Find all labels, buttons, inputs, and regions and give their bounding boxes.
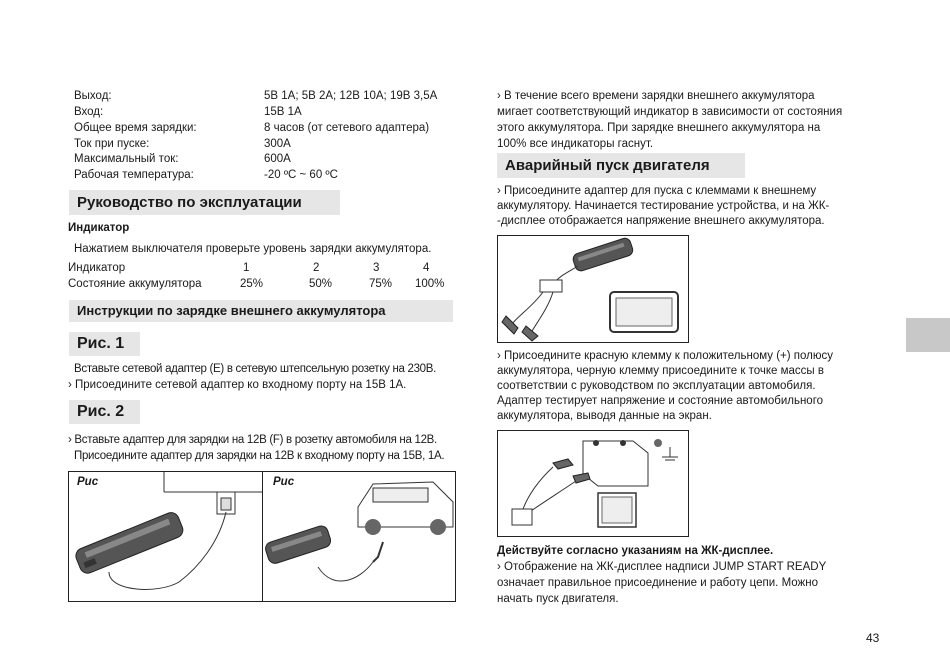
image-caption: Рис <box>273 476 295 488</box>
para3-line: аккумулятора, черную клемму присоедините к точке массы в <box>497 365 824 377</box>
para3-line: аккумулятора, выводя данные на экран. <box>497 410 712 422</box>
spec-value: 5В 1А; 5В 2А; 12В 10А; 19В 3,5А <box>264 90 438 102</box>
table-row-label: Состояние аккумулятора <box>68 278 202 290</box>
para1-line: мигает соответствующий индикатор в зависимости от состояния <box>497 106 843 118</box>
para2-line: аккумулятору. Начинается тестирование устройства, и на ЖК- <box>497 200 830 212</box>
table-cell: 3 <box>373 262 380 274</box>
table-row-label: Индикатор <box>68 262 126 274</box>
table-cell: 4 <box>423 262 430 274</box>
para1-line: 100% все индикаторы гаснут. <box>497 138 654 150</box>
lcd-instructions-heading: Действуйте согласно указаниям на ЖК-дисплее. <box>497 545 774 557</box>
charging-heading: Инструкции по зарядке внешнего аккумулятора <box>69 300 453 322</box>
para4-line: начать пуск двигателя. <box>497 593 619 605</box>
spec-value: 8 часов (от сетевого адаптера) <box>264 122 430 134</box>
car-charging-illustration <box>262 471 456 602</box>
para1-line: этого аккумулятора. При зарядке внешнего аккумулятора на <box>497 122 821 134</box>
para4-line: означает правильное присоединение и работу цепи. Можно <box>497 577 818 589</box>
spec-label: Общее время зарядки: <box>74 122 197 134</box>
jump-starter-clamps-image <box>498 236 688 342</box>
page-number: 43 <box>866 631 880 645</box>
table-cell: 50% <box>309 278 333 290</box>
table-cell: 2 <box>313 262 320 274</box>
table-cell: 75% <box>369 278 393 290</box>
indicator-text: Нажатием выключателя проверьте уровень зарядки аккумулятора. <box>74 243 432 255</box>
spec-label: Выход: <box>74 90 112 102</box>
spec-label: Максимальный ток: <box>74 153 179 165</box>
table-cell: 1 <box>243 262 250 274</box>
emergency-heading: Аварийный пуск двигателя <box>497 153 745 178</box>
spec-value: 300А <box>264 138 291 150</box>
car-battery-clamps-image <box>498 431 688 536</box>
para2-line: › Присоедините адаптер для пуска с клеммами к внешнему <box>497 185 817 197</box>
charging-wall-illustration <box>68 471 264 602</box>
para2-line: -дисплее отображается напряжение внешнего аккумулятора. <box>497 215 825 227</box>
spec-label: Вход: <box>74 106 104 118</box>
battery-connection-illustration <box>497 430 689 537</box>
car-socket-charging-image <box>263 472 455 601</box>
para3-line: Адаптер тестирует напряжение и состояние автомобильного <box>497 395 824 407</box>
fig1-line2: › Присоедините сетевой адаптер ко входному порту на 15В 1А. <box>68 379 407 391</box>
spec-label: Рабочая температура: <box>74 169 194 181</box>
spec-value: 600А <box>264 153 291 165</box>
image-caption: Рис <box>77 476 99 488</box>
fig1-label: Рис. 1 <box>69 332 140 356</box>
para4-line: › Отображение на ЖК-дисплее надписи JUMP START READY <box>497 561 827 573</box>
adapter-display-illustration <box>497 235 689 343</box>
table-cell: 100% <box>415 278 445 290</box>
para3-line: › Присоедините красную клемму к положительному (+) полюсу <box>497 350 833 362</box>
table-cell: 25% <box>240 278 264 290</box>
manual-heading: Руководство по эксплуатации <box>69 190 340 215</box>
fig2-label: Рис. 2 <box>69 400 140 424</box>
para3-line: соответствии с руководством по эксплуатации автомобиля. <box>497 380 816 392</box>
fig2-line2: Присоедините адаптер для зарядки на 12В к входному порту на 15В, 1А. <box>74 450 445 462</box>
wall-socket-charging-image <box>69 472 263 601</box>
fig1-line1: Вставьте сетевой адаптер (Е) в сетевую штепсельную розетку на 230В. <box>74 363 437 375</box>
spec-value: 15В 1А <box>264 106 302 118</box>
spec-label: Ток при пуске: <box>74 138 150 150</box>
para1-line: › В течение всего времени зарядки внешнего аккумулятора <box>497 90 815 102</box>
section-tab-marker <box>906 318 950 352</box>
indicator-heading: Индикатор <box>68 222 130 234</box>
spec-value: -20 ºC ~ 60 ºC <box>264 169 338 181</box>
fig2-line1: › Вставьте адаптер для зарядки на 12В (F) в розетку автомобиля на 12В. <box>68 434 437 446</box>
